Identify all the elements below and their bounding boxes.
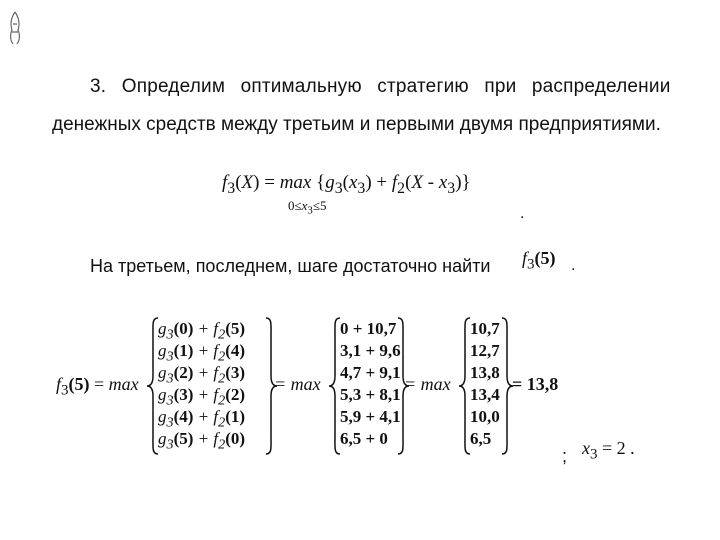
result: = 13,8: [512, 374, 559, 394]
sum-row: 3,1 + 9,6: [340, 341, 401, 360]
system-lhs: $f_3(5) = \max$: [56, 374, 139, 399]
value-row: 6,5: [470, 429, 492, 448]
value-row: 10,0: [470, 407, 500, 426]
term-row: $g_3(3) + f_2(2)$: [158, 385, 246, 409]
sum-row: 0 + 10,7: [340, 319, 397, 338]
step-target: $f_3(5)$: [522, 248, 556, 273]
term-row: $g_3(2) + f_2(3)$: [158, 363, 246, 387]
value-row: 12,7: [470, 341, 500, 360]
heading-line-2: денежных средств между третьим и первыми двумя предприятиями.: [52, 114, 661, 135]
term-row: $g_3(1) + f_2(4)$: [158, 341, 246, 365]
term-row: $g_3(5) + f_2(0)$: [158, 429, 246, 453]
formula-bellman-dot: .: [520, 205, 525, 222]
formula-bellman-range: $0\le x_3\le 5$: [288, 198, 327, 217]
value-row: 13,4: [470, 385, 500, 404]
sum-row: 5,3 + 8,1: [340, 385, 401, 404]
sums-column: [340, 318, 401, 450]
step-text-dot: .: [571, 257, 576, 274]
sum-row: 6,5 + 0: [340, 429, 388, 448]
value-row: 10,7: [470, 319, 500, 338]
heading-line-1: 3. Определим оптимальную стратегию при распределении: [90, 76, 671, 97]
optimal-x3: $x_3 = 2$ .: [582, 438, 635, 463]
values-column: [470, 318, 500, 450]
eq-max-2: = max: [404, 374, 451, 394]
terms-column: [158, 318, 246, 453]
eq-max-1: = max: [274, 374, 321, 394]
semicolon: ;: [562, 446, 568, 466]
term-row: $g_3(4) + f_2(1)$: [158, 407, 246, 431]
logo-icon: [8, 10, 22, 46]
sum-row: 4,7 + 9,1: [340, 363, 401, 382]
term-row: $g_3(0) + f_2(5)$: [158, 319, 246, 343]
step-text: На третьем, последнем, шаге достаточно найти: [90, 256, 491, 276]
value-row: 13,8: [470, 363, 500, 382]
formula-bellman: $f_3(X) = \max \{g_3(x_3) + f_2(X - x_3)\}$: [222, 172, 471, 197]
sum-row: 5,9 + 4,1: [340, 407, 401, 426]
